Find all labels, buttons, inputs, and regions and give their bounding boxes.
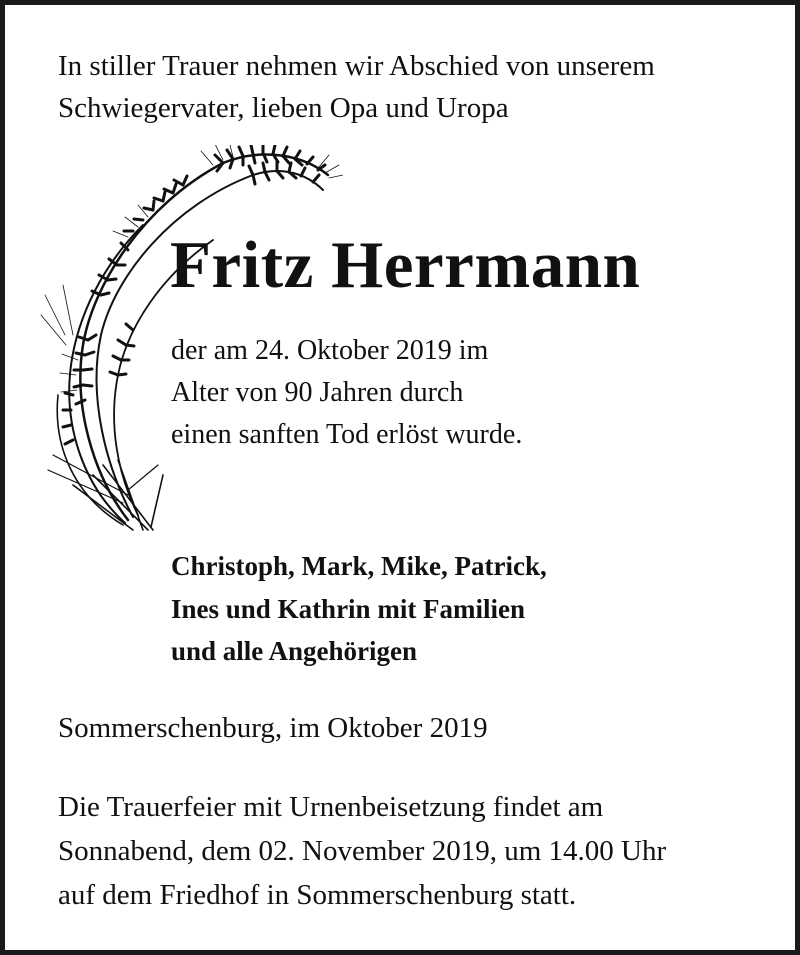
death-notice-line-1: der am 24. Oktober 2019 im xyxy=(171,335,489,366)
place-date: Sommerschenburg, im Oktober 2019 xyxy=(58,712,488,744)
deceased-name: Fritz Herrmann xyxy=(170,228,641,302)
funeral-line-3: auf dem Friedhof in Sommerschenburg statt. xyxy=(58,879,577,911)
funeral-line-1: Die Trauerfeier mit Urnenbeisetzung findet am xyxy=(58,791,604,823)
death-notice-line-2: Alter von 90 Jahren durch xyxy=(171,377,464,408)
mourners-line-1: Christoph, Mark, Mike, Patrick, xyxy=(171,551,547,581)
funeral-line-2: Sonnabend, dem 02. November 2019, um 14.00 Uhr xyxy=(58,835,667,867)
intro-line-1: In stiller Trauer nehmen wir Abschied von unserem xyxy=(58,50,655,82)
mourners-line-3: und alle Angehörigen xyxy=(171,636,418,666)
intro-line-2: Schwiegervater, lieben Opa und Uropa xyxy=(58,92,509,124)
mourners-line-2: Ines und Kathrin mit Familien xyxy=(171,594,526,624)
death-notice-line-3: einen sanften Tod erlöst wurde. xyxy=(171,419,523,450)
